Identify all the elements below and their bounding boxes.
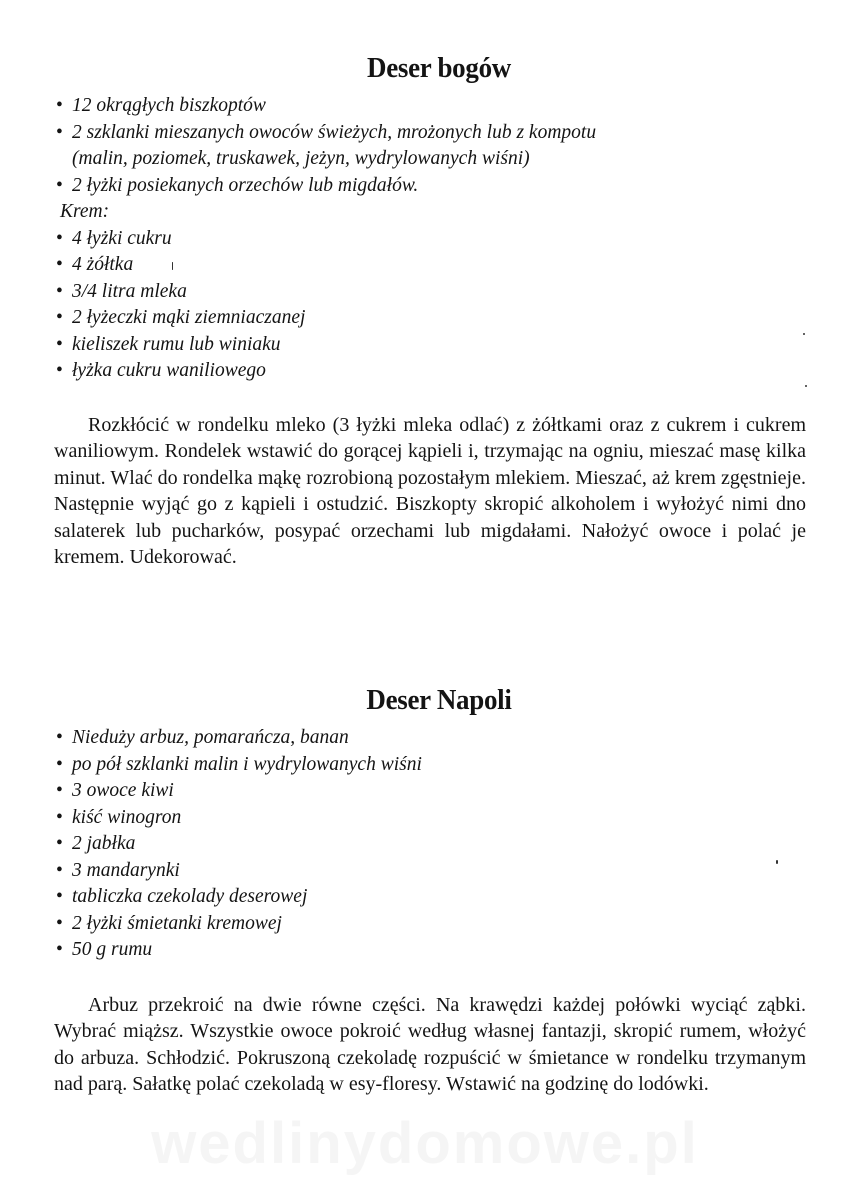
bullet-icon: •: [56, 360, 63, 381]
ingredient-item: [54, 778, 824, 805]
ingredient-text: 3 owoce kiwi: [72, 780, 174, 801]
ingredient-text: 2 łyżki posiekanych orzechów lub migdałów.: [72, 174, 419, 196]
ingredient-item: [54, 752, 824, 779]
ingredient-text: po pół szklanki malin i wydrylowanych wiśni: [72, 753, 422, 775]
ingredient-item: [54, 911, 824, 938]
scan-speck: [776, 860, 778, 864]
bullet-icon: •: [56, 254, 63, 275]
ingredient-item: [54, 937, 824, 964]
recipe-title: Deser Napoli: [366, 684, 512, 716]
ingredient-text: 4 łyżki cukru: [72, 227, 172, 249]
recipe-deser-napoli: [54, 684, 824, 1098]
bullet-icon: •: [56, 753, 63, 775]
bullet-icon: •: [56, 859, 63, 881]
ingredient-item: [54, 358, 824, 385]
bullet-icon: •: [56, 280, 63, 302]
bullet-icon: •: [56, 95, 63, 116]
bullet-icon: •: [56, 939, 63, 960]
bullet-icon: •: [56, 806, 63, 828]
ingredient-text: kieliszek rumu lub winiaku: [72, 333, 281, 355]
ingredient-item: [54, 252, 824, 279]
ingredient-text: Nieduży arbuz, pomarańcza, banan: [72, 727, 349, 748]
bullet-icon: •: [56, 333, 63, 355]
ingredient-text: 50 g rumu: [72, 939, 153, 960]
ingredient-text: 3 mandarynki: [72, 859, 180, 881]
ingredient-text: tabliczka czekolady deserowej: [72, 886, 308, 907]
bullet-icon: •: [56, 912, 63, 934]
ingredient-item: [54, 858, 824, 885]
bullet-icon: •: [56, 174, 63, 196]
ingredient-text: 3/4 litra mleka: [72, 280, 187, 302]
ingredient-text: łyżka cukru waniliowego: [72, 360, 266, 381]
bullet-icon: •: [56, 727, 63, 748]
ingredient-text: kiść winogron: [72, 806, 182, 828]
ingredient-item: [54, 226, 824, 253]
bullet-icon: •: [56, 307, 63, 328]
ingredient-text: 2 łyżki śmietanki kremowej: [72, 912, 282, 934]
cream-label: Krem:: [60, 201, 110, 222]
ingredient-item: [54, 279, 824, 306]
recipe-deser-bogow: [54, 52, 824, 571]
ingredient-item: [54, 884, 824, 911]
ingredient-item: [54, 332, 824, 359]
ingredient-item: [54, 831, 824, 858]
ingredient-item: [54, 173, 824, 200]
ingredient-item: [54, 725, 824, 752]
ingredient-item: [54, 120, 824, 173]
bullet-icon: •: [56, 227, 63, 249]
method-paragraph: Arbuz przekroić na dwie równe części. Na krawędzi każdej połówki wyciąć ząbki. Wybrać miąższ. Wszystkie owoce pokroić według własnej fantazji, skropić rumem, włożyć do arbuza. Schłodzić. Pokruszoną czekoladę rozpuścić w śmietance w rondelku trzymanym nad parą. Sałatkę polać czekoladą w esy-floresy. Wstawić na godzinę do lodówki.: [54, 993, 806, 1096]
scan-speck: [803, 333, 805, 335]
ingredient-list: [54, 93, 824, 385]
scan-speck: [172, 262, 173, 270]
ingredient-item: [54, 305, 824, 332]
method-paragraph: Rozkłócić w rondelku mleko (3 łyżki mleka odlać) z żółtkami oraz z cukrem i cukrem waniliowym. Rondelek wstawić do gorącej kąpieli i, trzymając na ogniu, mieszać masę kilka minut. Wlać do rondelka mąkę rozrobioną pozostałym mlekiem. Mieszać, aż krem zgęstnieje. Następnie wyjąć go z kąpieli i ostudzić. Biszkopty skropić alkoholem i wyłożyć nimi dno salaterek lub pucharków, posypać orzechami lub migdałami. Nałożyć owoce i polać je kremem. Udekorować.: [54, 413, 806, 569]
recipe-title: Deser bogów: [366, 52, 512, 84]
ingredient-item: [54, 93, 824, 120]
bullet-icon: •: [56, 833, 63, 854]
ingredient-text: 2 jabłka: [72, 833, 136, 854]
ingredient-continuation: (malin, poziomek, truskawek, jeżyn, wydrylowanych wiśni): [72, 148, 530, 169]
ingredient-text: 2 łyżeczki mąki ziemniaczanej: [72, 307, 306, 328]
scan-speck: [805, 385, 807, 387]
bullet-icon: •: [56, 780, 63, 801]
ingredient-item: [54, 805, 824, 832]
bullet-icon: •: [56, 121, 63, 143]
watermark: wedlinydomowe.pl: [151, 1111, 699, 1176]
ingredient-text: 12 okrągłych biszkoptów: [72, 95, 266, 116]
ingredient-text: 4 żółtka: [72, 254, 134, 275]
ingredient-text: 2 szklanki mieszanych owoców świeżych, mrożonych lub z kompotu: [72, 121, 597, 143]
ingredient-list: [54, 725, 824, 964]
bullet-icon: •: [56, 886, 63, 907]
